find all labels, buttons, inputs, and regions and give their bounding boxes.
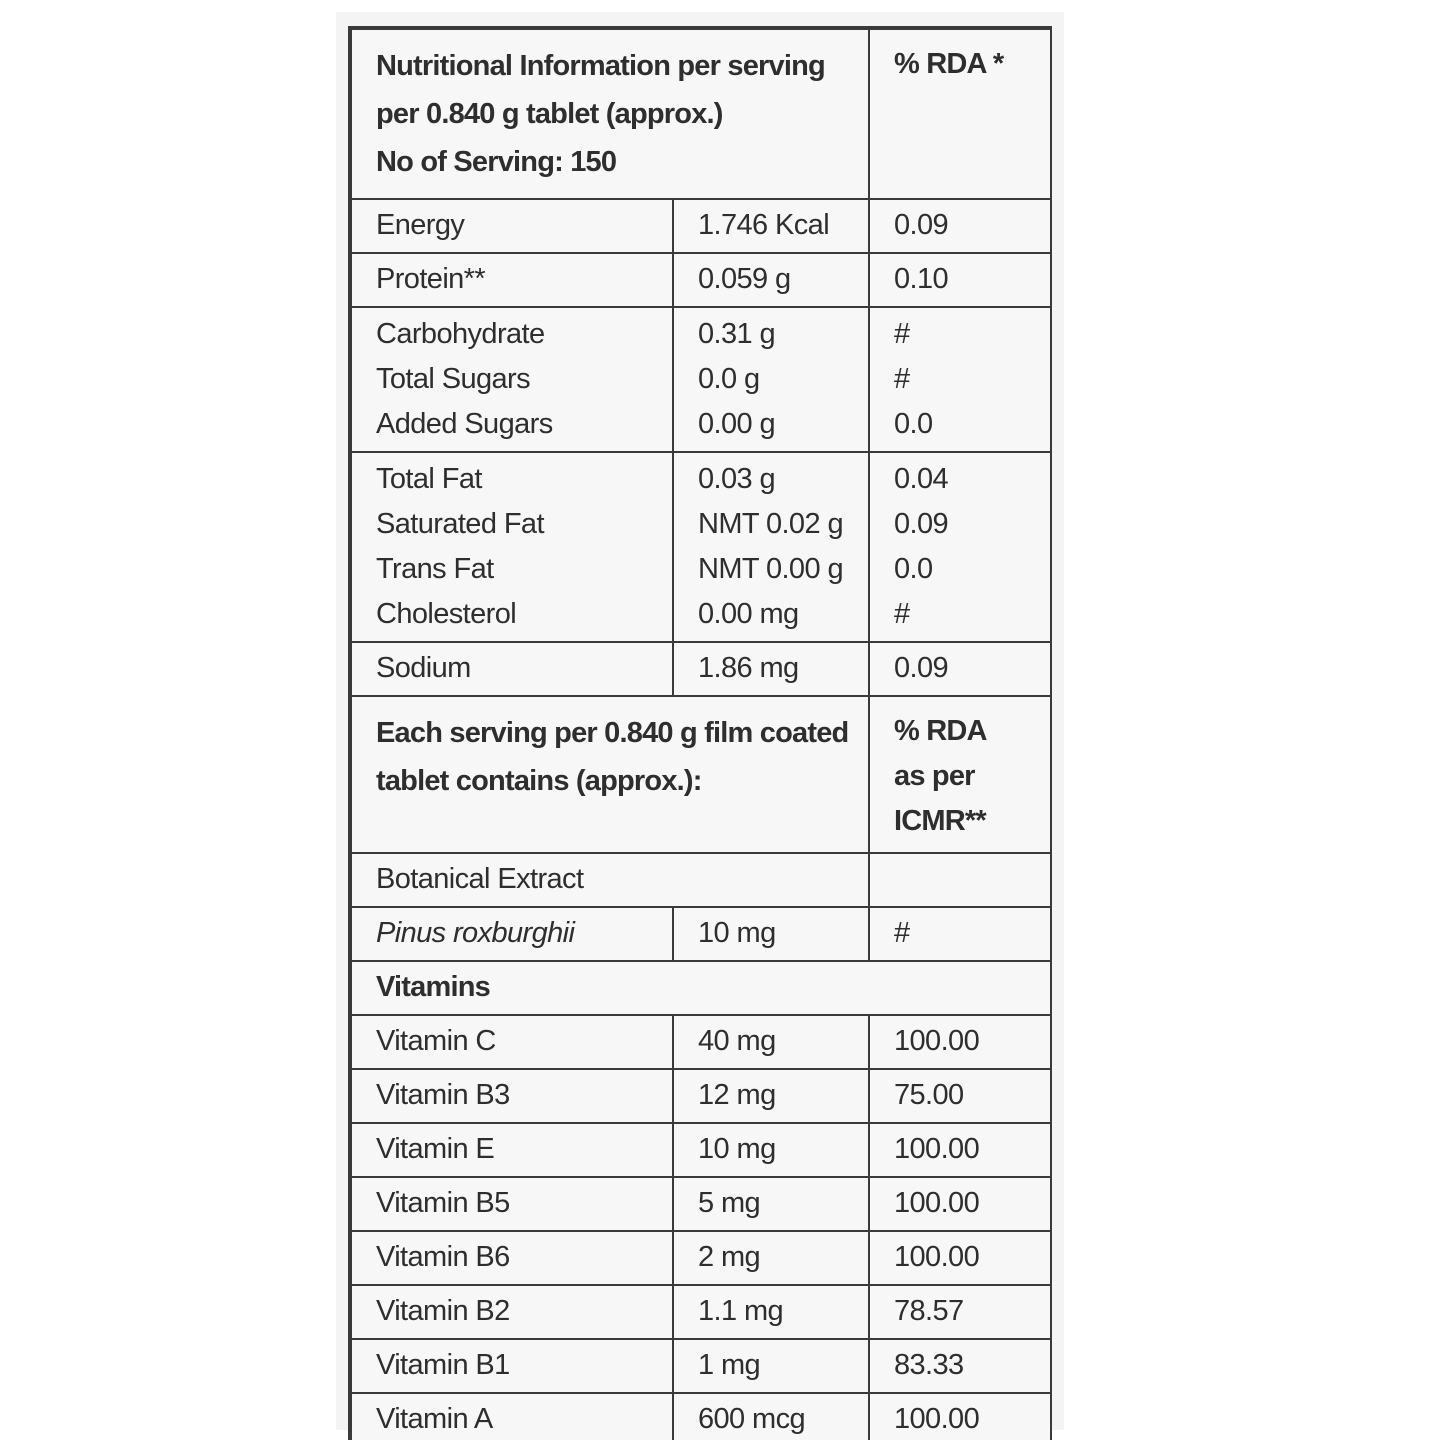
nutrient-rda: # bbox=[894, 318, 910, 350]
vitamin-name: Vitamin C bbox=[376, 1025, 496, 1057]
nutrient-amount: 0.059 g bbox=[698, 263, 791, 295]
vitamin-rda: 83.33 bbox=[894, 1349, 964, 1381]
nutrient-amount: 0.03 g bbox=[698, 463, 776, 495]
section-rda-line-1: % RDA bbox=[894, 715, 987, 747]
section-rda-line-2: as per bbox=[894, 760, 975, 792]
nutrient-amount: 1.746 Kcal bbox=[698, 209, 830, 241]
section-line-2: tablet contains (approx.): bbox=[376, 765, 702, 797]
nutrient-name: Saturated Fat bbox=[376, 508, 544, 540]
nutrient-amount: 0.00 mg bbox=[698, 598, 799, 630]
vitamin-name-cell bbox=[351, 1339, 673, 1393]
vitamin-amount: 2 mg bbox=[698, 1241, 761, 1273]
vitamin-name-cell bbox=[351, 1231, 673, 1285]
botanical-amount: 10 mg bbox=[698, 917, 776, 949]
vitamin-amount: 12 mg bbox=[698, 1079, 776, 1111]
nutrient-name: Carbohydrate bbox=[376, 318, 545, 350]
header-line-1: Nutritional Information per serving bbox=[376, 50, 825, 82]
botanical-amount-cell bbox=[673, 907, 869, 961]
nutrient-name: Added Sugars bbox=[376, 408, 553, 440]
botanical-row bbox=[351, 907, 1051, 961]
header-rda-cell bbox=[869, 29, 1051, 199]
vitamin-name: Vitamin B1 bbox=[376, 1349, 510, 1381]
vitamin-rda-cell bbox=[869, 1177, 1051, 1231]
vitamin-amount-cell bbox=[673, 1123, 869, 1177]
vitamin-row bbox=[351, 1123, 1051, 1177]
vitamin-amount-cell bbox=[673, 1285, 869, 1339]
botanical-rda: # bbox=[894, 917, 910, 949]
vitamin-rda-cell bbox=[869, 1339, 1051, 1393]
vitamin-name-cell bbox=[351, 1393, 673, 1440]
nutrient-rda-cell bbox=[869, 452, 1051, 642]
vitamin-name: Vitamin B2 bbox=[376, 1295, 510, 1327]
vitamin-row bbox=[351, 1231, 1051, 1285]
nutrient-rda-cell bbox=[869, 307, 1051, 452]
vitamin-amount-cell bbox=[673, 1339, 869, 1393]
vitamin-amount-cell bbox=[673, 1231, 869, 1285]
section-header-row bbox=[351, 696, 1051, 853]
botanical-name: Pinus roxburghii bbox=[376, 917, 575, 949]
nutrient-amount: 1.86 mg bbox=[698, 652, 799, 684]
nutrient-rda: 0.09 bbox=[894, 652, 949, 684]
vitamin-rda: 100.00 bbox=[894, 1133, 980, 1165]
vitamin-amount-cell bbox=[673, 1069, 869, 1123]
nutrient-rda-cell bbox=[869, 253, 1051, 307]
rda-column-label: % RDA * bbox=[894, 48, 1004, 80]
nutrient-amount: NMT 0.02 g bbox=[698, 508, 843, 540]
nutrient-rda: 0.10 bbox=[894, 263, 949, 295]
header-title-cell bbox=[351, 29, 869, 199]
nutrient-rda: 0.04 bbox=[894, 463, 949, 495]
header-line-2: per 0.840 g tablet (approx.) bbox=[376, 98, 723, 130]
vitamin-rda: 100.00 bbox=[894, 1187, 980, 1219]
vitamin-rda: 100.00 bbox=[894, 1025, 980, 1057]
nutrient-name-cell bbox=[351, 253, 673, 307]
vitamin-name-cell bbox=[351, 1123, 673, 1177]
nutrition-grid bbox=[350, 28, 1052, 1440]
vitamin-name: Vitamin B5 bbox=[376, 1187, 510, 1219]
vitamin-name-cell bbox=[351, 1177, 673, 1231]
vitamin-rda-cell bbox=[869, 1393, 1051, 1440]
vitamin-rda: 75.00 bbox=[894, 1079, 964, 1111]
vitamin-amount-cell bbox=[673, 1177, 869, 1231]
nutrient-amount-cell bbox=[673, 199, 869, 253]
vitamin-rda-cell bbox=[869, 1285, 1051, 1339]
nutrient-name: Total Fat bbox=[376, 463, 482, 495]
vitamins-heading-cell bbox=[351, 961, 1051, 1015]
vitamin-rda: 100.00 bbox=[894, 1241, 980, 1273]
nutrient-amount: 0.0 g bbox=[698, 363, 760, 395]
section-line-1: Each serving per 0.840 g film coated bbox=[376, 717, 849, 749]
nutrient-rda-cell bbox=[869, 642, 1051, 696]
nutrient-rda-cell bbox=[869, 199, 1051, 253]
nutrient-amount-cell bbox=[673, 452, 869, 642]
nutrient-name: Sodium bbox=[376, 652, 471, 684]
nutrient-row bbox=[351, 199, 1051, 253]
vitamin-rda-cell bbox=[869, 1069, 1051, 1123]
botanical-heading: Botanical Extract bbox=[376, 863, 584, 895]
vitamin-row bbox=[351, 1393, 1051, 1440]
nutrient-rda: 0.09 bbox=[894, 508, 949, 540]
vitamin-rda-cell bbox=[869, 1231, 1051, 1285]
vitamin-amount-cell bbox=[673, 1015, 869, 1069]
section-rda-line-3: ICMR** bbox=[894, 805, 986, 837]
nutrient-rda: # bbox=[894, 363, 910, 395]
vitamin-amount: 1 mg bbox=[698, 1349, 761, 1381]
nutrient-row bbox=[351, 307, 1051, 452]
nutrient-row bbox=[351, 452, 1051, 642]
nutrient-rda: 0.0 bbox=[894, 408, 933, 440]
nutrient-name-cell bbox=[351, 199, 673, 253]
nutrient-name: Energy bbox=[376, 209, 465, 241]
vitamin-amount: 40 mg bbox=[698, 1025, 776, 1057]
nutrient-amount-cell bbox=[673, 307, 869, 452]
vitamin-rda: 100.00 bbox=[894, 1403, 980, 1435]
vitamin-rda: 78.57 bbox=[894, 1295, 964, 1327]
nutrient-name-cell bbox=[351, 642, 673, 696]
nutrient-amount: 0.31 g bbox=[698, 318, 776, 350]
nutrient-amount: 0.00 g bbox=[698, 408, 776, 440]
vitamin-amount-cell bbox=[673, 1393, 869, 1440]
nutrient-amount: NMT 0.00 g bbox=[698, 553, 843, 585]
vitamins-heading: Vitamins bbox=[376, 971, 490, 1003]
section-rda-cell bbox=[869, 696, 1051, 853]
vitamins-heading-row bbox=[351, 961, 1051, 1015]
nutrient-rda: 0.0 bbox=[894, 553, 933, 585]
vitamin-name: Vitamin B6 bbox=[376, 1241, 510, 1273]
vitamin-name-cell bbox=[351, 1069, 673, 1123]
header-row bbox=[351, 29, 1051, 199]
botanical-heading-row bbox=[351, 853, 1051, 907]
nutrition-table bbox=[348, 26, 1052, 1440]
vitamin-rda-cell bbox=[869, 1015, 1051, 1069]
vitamin-amount: 5 mg bbox=[698, 1187, 761, 1219]
vitamin-name: Vitamin B3 bbox=[376, 1079, 510, 1111]
vitamin-row bbox=[351, 1285, 1051, 1339]
nutrient-row bbox=[351, 253, 1051, 307]
vitamin-amount: 1.1 mg bbox=[698, 1295, 784, 1327]
section-title-cell bbox=[351, 696, 869, 853]
vitamin-row bbox=[351, 1069, 1051, 1123]
vitamin-amount: 600 mcg bbox=[698, 1403, 806, 1435]
vitamin-row bbox=[351, 1339, 1051, 1393]
vitamin-name-cell bbox=[351, 1285, 673, 1339]
vitamin-rda-cell bbox=[869, 1123, 1051, 1177]
nutrient-amount-cell bbox=[673, 253, 869, 307]
botanical-name-cell bbox=[351, 907, 673, 961]
nutrient-name: Total Sugars bbox=[376, 363, 530, 395]
nutrient-amount-cell bbox=[673, 642, 869, 696]
botanical-heading-rda-cell bbox=[869, 853, 1051, 907]
nutrient-rda: # bbox=[894, 598, 910, 630]
vitamin-row bbox=[351, 1015, 1051, 1069]
nutrient-name: Cholesterol bbox=[376, 598, 517, 630]
nutrient-row bbox=[351, 642, 1051, 696]
nutrient-rda: 0.09 bbox=[894, 209, 949, 241]
nutrient-name: Trans Fat bbox=[376, 553, 494, 585]
nutrient-name-cell bbox=[351, 452, 673, 642]
vitamin-name: Vitamin A bbox=[376, 1403, 493, 1435]
botanical-heading-cell bbox=[351, 853, 869, 907]
vitamin-row bbox=[351, 1177, 1051, 1231]
header-line-3: No of Serving: 150 bbox=[376, 146, 617, 178]
nutrient-name-cell bbox=[351, 307, 673, 452]
vitamin-amount: 10 mg bbox=[698, 1133, 776, 1165]
botanical-rda-cell bbox=[869, 907, 1051, 961]
vitamin-name-cell bbox=[351, 1015, 673, 1069]
vitamin-name: Vitamin E bbox=[376, 1133, 495, 1165]
nutrient-name: Protein** bbox=[376, 263, 486, 295]
